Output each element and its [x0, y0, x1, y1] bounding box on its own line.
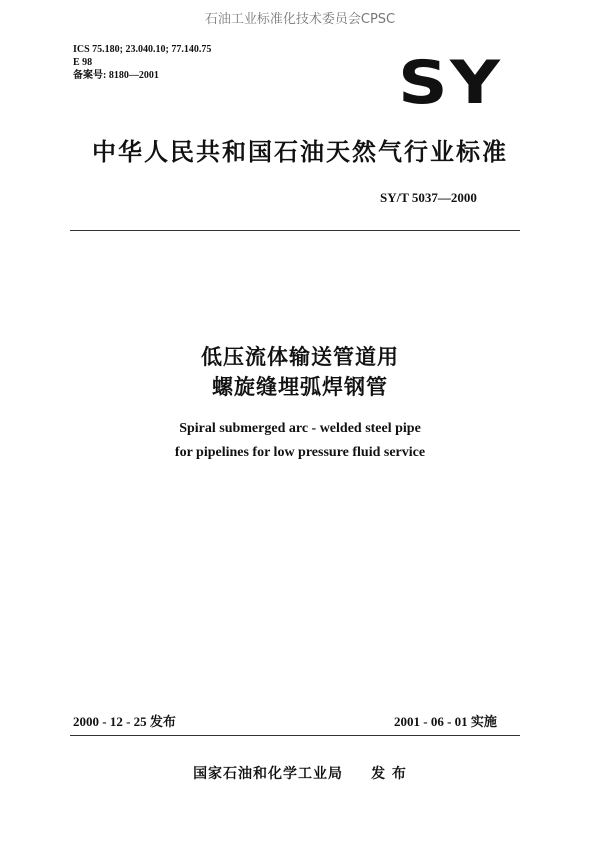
english-title-line-1: Spiral submerged arc - welded steel pipe	[179, 421, 421, 436]
issuer-action: 发 布	[371, 766, 407, 782]
chinese-title-line-2: 螺旋缝埋弧焊钢管	[212, 375, 388, 399]
record-number: 备案号: 8180—2001	[73, 70, 159, 81]
effective-date: 2001 - 06 - 01 实施	[394, 714, 497, 729]
bottom-divider	[70, 735, 520, 736]
issuer-name: 国家石油和化学工业局	[193, 766, 344, 782]
top-divider	[70, 230, 520, 231]
chinese-title-line-1: 低压流体输送管道用	[201, 345, 399, 369]
standard-number: SY/T 5037—2000	[380, 190, 477, 205]
ics-code: ICS 75.180; 23.040.10; 77.140.75	[73, 44, 212, 55]
english-title-line-2: for pipelines for low pressure fluid service	[174, 445, 426, 460]
category-code: E 98	[73, 57, 93, 68]
watermark-text: 石油工业标准化技术委员会CPSC	[204, 12, 396, 27]
sy-logo: SY	[398, 48, 503, 118]
issue-date: 2000 - 12 - 25 发布	[73, 714, 176, 729]
organization-title: 中华人民共和国石油天然气行业标准	[92, 138, 508, 166]
issuer-line	[0, 763, 600, 783]
